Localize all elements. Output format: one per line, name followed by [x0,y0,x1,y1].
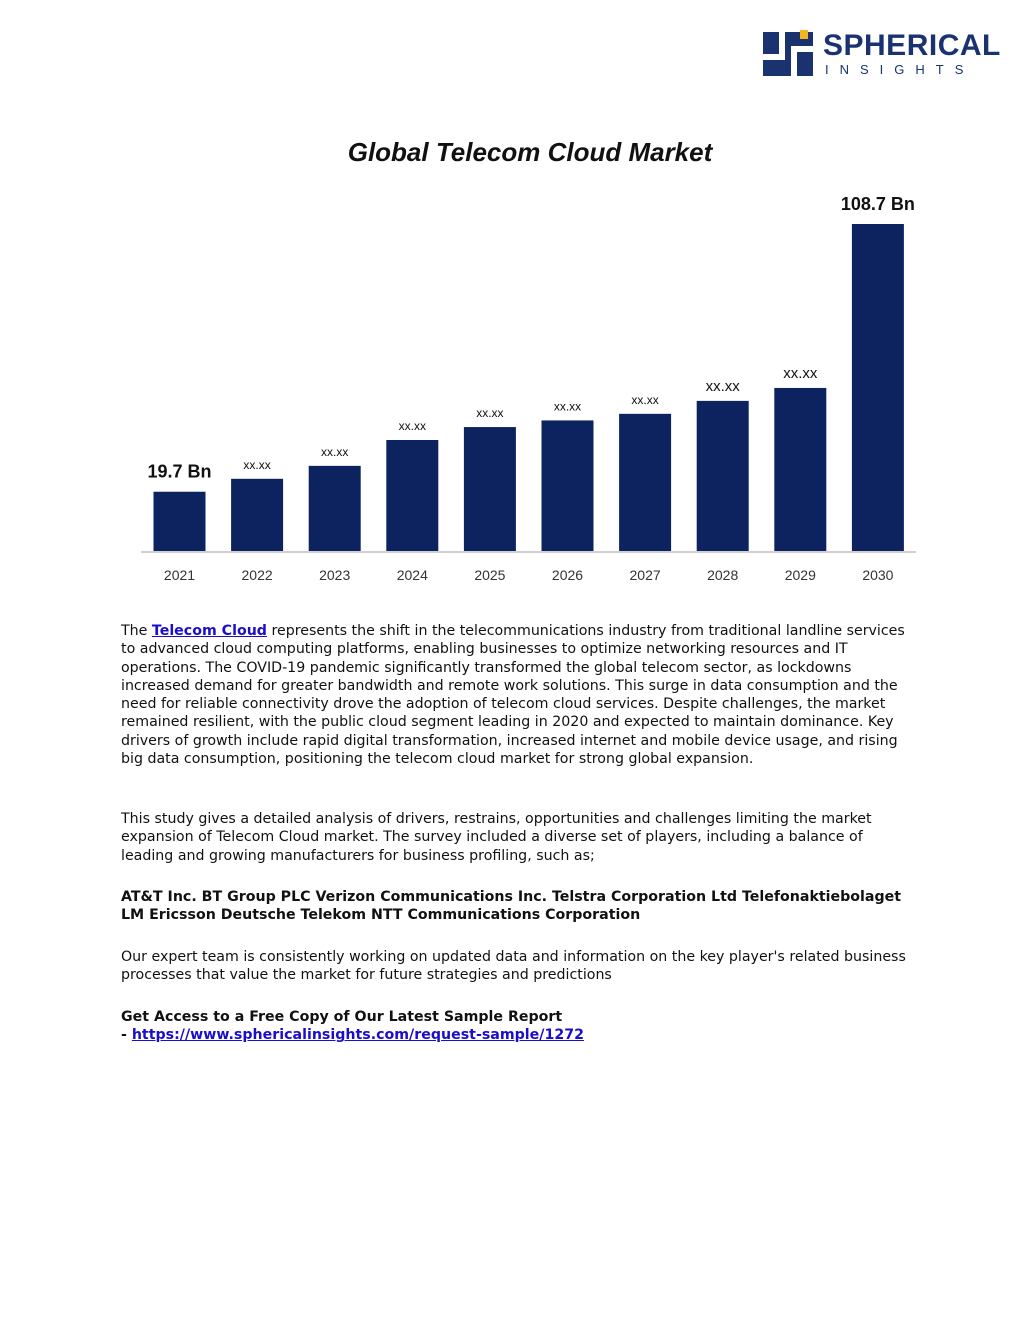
tick-label-2022: 2022 [241,567,273,583]
data-label-2027: xx.xx [631,392,659,407]
market-bar-chart [0,0,1024,600]
sample-report-text: Get Access to a Free Copy of Our Latest Sample Report [121,1009,563,1025]
brand-name: SPHERICAL [823,29,1001,62]
tick-label-2026: 2026 [551,567,584,583]
chart-title: Global Telecom Cloud Market [347,137,713,167]
bar-2025 [464,427,516,551]
telecom-cloud-link[interactable]: Telecom Cloud [151,623,267,639]
cta-dash: - [121,1027,132,1044]
data-label-2025: xx.xx [476,406,504,421]
data-label-2022: xx.xx [243,457,271,472]
data-label-2023: xx.xx [321,444,349,459]
tick-label-2030: 2030 [862,567,894,583]
brand-subtitle: INSIGHTS [825,62,975,77]
key-players-paragraph: AT&T Inc. BT Group PLC Verizon Communications Inc. Telstra Corporation Ltd Telefonaktiebolaget LM Ericsson Deutsche Telekom NTT Communications Corporation [121,889,902,924]
bar-2023 [309,466,361,551]
intro-prefix: The [121,623,152,639]
bar-2027 [619,414,671,551]
tick-label-2024: 2024 [396,567,428,583]
sample-report-cta [121,1008,911,1045]
data-label-2024: xx.xx [398,418,426,433]
data-label-2021: 19.7 Bn [147,461,212,482]
bar-2029 [774,388,826,551]
data-label-2026: xx.xx [553,399,582,414]
bar-2022 [231,479,283,551]
tick-label-2027: 2027 [629,567,661,583]
bar-2021 [154,492,206,551]
bar-2030 [852,224,904,551]
bar-2024 [386,440,438,551]
data-label-2029: xx.xx [783,364,818,382]
tick-label-2021: 2021 [163,567,196,583]
bar-2028 [697,401,749,551]
tick-label-2028: 2028 [707,567,739,583]
expert-team-paragraph: Our expert team is consistently working on updated data and information on the key player's related business processes that value the market for future strategies and predictions [121,949,906,984]
study-paragraph: This study gives a detailed analysis of drivers, restrains, opportunities and challenges limiting the market expansion of Telecom Cloud market. The survey included a diverse set of players, including a balance of leading and growing manufacturers for business profiling, such as; [121,811,872,864]
tick-label-2029: 2029 [784,567,816,583]
tick-label-2025: 2025 [474,567,506,583]
data-label-2028: xx.xx [705,377,740,395]
tick-label-2023: 2023 [319,567,351,583]
intro-paragraph [121,622,911,768]
bar-2026 [542,420,594,551]
data-label-2030: 108.7 Bn [840,194,915,214]
intro-text: represents the shift in the telecommunications industry from traditional landline services to advanced cloud computing platforms, enabling businesses to optimize networking resources and IT operations. The COVID-19 pandemic significantly transformed the global telecom sector, as lockdowns increased demand for greater bandwidth and remote work solutions. This surge in data consumption and the need for reliable connectivity drove the adoption of telecom cloud services. Despite challenges, the market remained resilient, with the public cloud segment leading in 2020 and expected to maintain dominance. Key drivers of growth include rapid digital transformation, increased internet and mobile device usage, and rising big data consumption, positioning the telecom cloud market for strong global expansion. [121,623,905,768]
sample-report-link[interactable]: https://www.sphericalinsights.com/request-sample/1272 [131,1027,584,1044]
